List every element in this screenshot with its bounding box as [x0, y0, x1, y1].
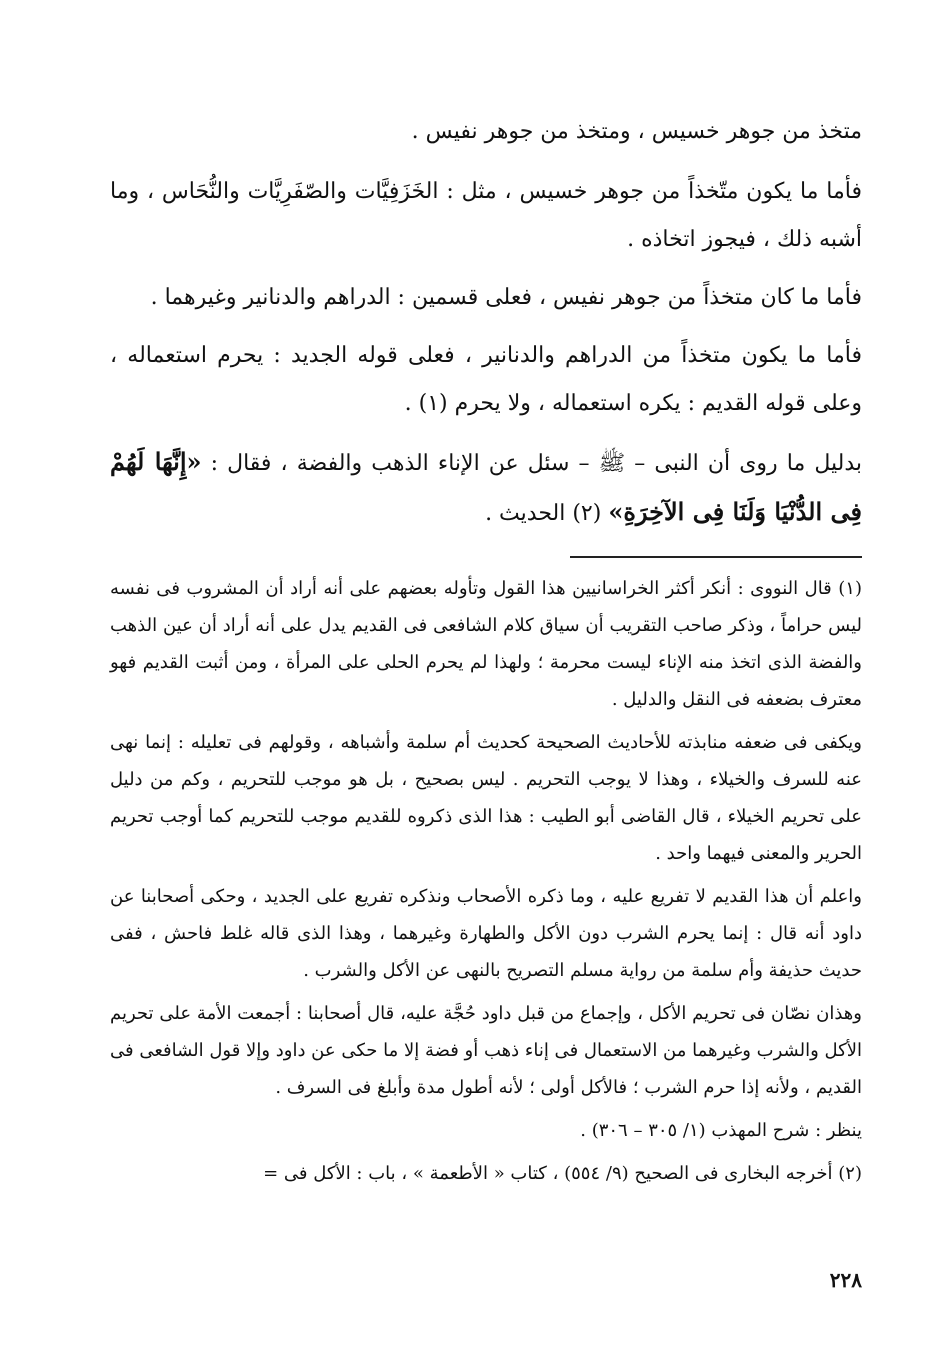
footnotes	[110, 570, 862, 1192]
main-paragraph-2: فأما ما يكون متّخذاً من جوهر خسيس ، مثل : الخَزَفِيَّات والصّفَرِيَّات والنُّحَاس ، وما أشبه ذلك ، فيجوز اتخاذه .	[110, 179, 862, 252]
page-number: ٢٢٨	[829, 1268, 862, 1292]
hadith-paragraph	[110, 438, 862, 538]
main-paragraph-3: فأما ما كان متخذاً من جوهر نفيس ، فعلى قسمين : الدراهم والدنانير وغيرهما .	[150, 285, 862, 310]
hadith-quote: «إِنَّهَا لَهُمْ فِى الدُّنْيَا وَلَنَا فِى الآخِرَةِ»	[110, 447, 862, 526]
footnote-divider	[570, 556, 862, 558]
footnote-1: (١) قال النووى : أنكر أكثر الخراسانيين هذا القول وتأوله بعضهم على أنه أراد أن المشروب فى نفسه ليس حراماً ، وذكر صاحب التقريب أن سياق كلام الشافعى فى القديم يدل على أنه أراد أن عين الذهب والفضة الذى اتخذ منه الإناء ليست محرمة ؛ ولهذا لم يحرم الحلى على المرأة ، ومن أثبت القديم فهو معترف بضعفه فى النقل والدليل .	[110, 578, 862, 710]
footnote-1-reference: ينظر : شرح المهذب (١/ ٣٠٥ – ٣٠٦) .	[580, 1120, 862, 1141]
main-paragraph-4: فأما ما يكون متخذاً من الدراهم والدنانير ، فعلى قوله الجديد : يحرم استعماله ، وعلى قوله القديم : يكره استعماله ، ولا يحرم (١) .	[110, 343, 862, 416]
hadith-end: (٢) الحديث .	[485, 501, 602, 526]
main-paragraph-1: متخذ من جوهر خسيس ، ومتخذ من جوهر نفيس .	[411, 119, 862, 144]
main-text	[110, 108, 862, 538]
page-body	[110, 108, 862, 1198]
hadith-intro: بدليل ما روى أن النبى – ﷺ – سئل عن الإناء الذهب والفضة ، فقال :	[210, 451, 862, 476]
footnote-1-cont-c: وهذان نصّان فى تحريم الأكل ، وإجماع من قبل داود حُجَّة عليه، قال أصحابنا : أجمعت الأمة على تحريم الأكل والشرب وغيرهما من الاستعمال فى إناء ذهب أو فضة إلا ما حكى عن داود وإلا قول الشافعى فى القديم ، ولأنه إذا حرم الشرب ؛ فالأكل أولى ؛ لأنه أطول مدة وأبلغ فى السرف .	[109, 1003, 862, 1098]
footnote-2: (٢) أخرجه البخارى فى الصحيح (٩/ ٥٥٤) ، كتاب « الأطعمة » ، باب : الأكل فى =	[263, 1163, 862, 1184]
footnote-1-cont-a: ويكفى فى ضعفه منابذته للأحاديث الصحيحة كحديث أم سلمة وأشباهه ، وقولهم فى تعليله : إنما نهى عنه للسرف والخيلاء ، وهذا لا يوجب التحريم . ليس بصحيح ، بل هو موجب للتحريم ، وكم من دليل على تحريم الخيلاء ، قال القاضى أبو الطيب : هذا الذى ذكروه للقديم موجب للتحريم كما أوجب تحريم الحرير والمعنى فيهما واحد .	[110, 732, 862, 864]
footnote-1-cont-b: واعلم أن هذا القديم لا تفريع عليه ، وما ذكره الأصحاب ونذكره تفريع على الجديد ، وحكى أصحابنا عن داود أنه قال : إنما يحرم الشرب دون الأكل والطهارة وغيرهما ، وهذا الذى قاله غلط فاحش ، ففى حديث حذيفة وأم سلمة من رواية مسلم التصريح بالنهى عن الأكل والشرب .	[110, 886, 862, 981]
